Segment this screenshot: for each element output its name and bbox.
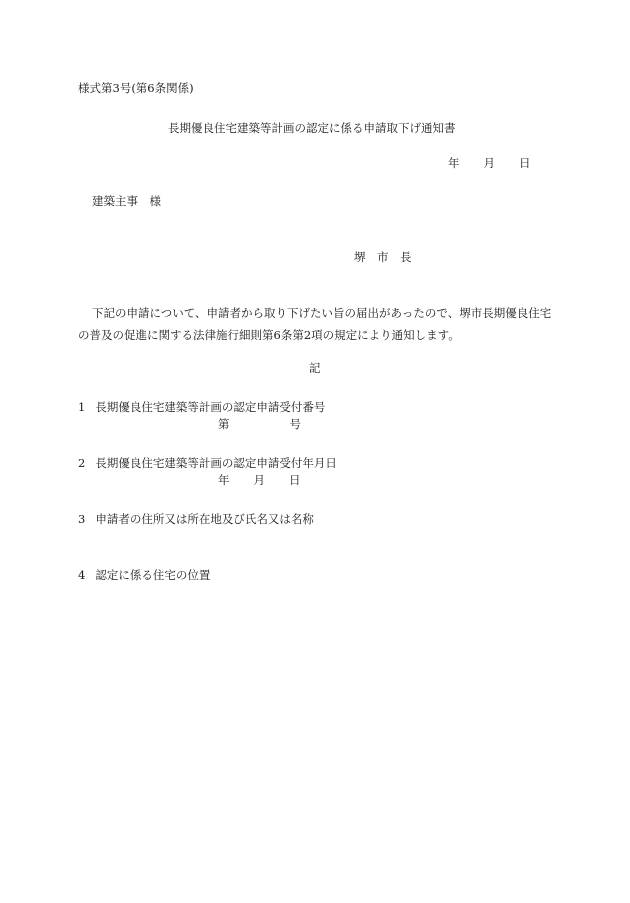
item-text: 認定に係る住宅の位置: [95, 568, 211, 582]
item-text: 長期優良住宅建築等計画の認定申請受付年月日: [95, 456, 337, 470]
item-number: 3: [78, 512, 86, 526]
receipt-date-year: 年: [218, 473, 230, 487]
form-number: 様式第3号(第6条関係): [78, 81, 194, 95]
item-number: 1: [78, 400, 86, 414]
item-1-label: [78, 399, 325, 415]
date-year: 年: [448, 156, 460, 170]
ki-heading: 記: [309, 361, 321, 375]
item-number: 4: [78, 568, 86, 582]
body-paragraph: 下記の申請について、申請者から取り下げたい旨の届出があったので、堺市長期優良住宅の普及の促進に関する法律施行細則第6条第2項の規定により通知します。: [78, 306, 552, 342]
addressee: 建築主事 様: [92, 194, 161, 208]
sender: 堺 市 長: [354, 250, 412, 264]
item-text: 長期優良住宅建築等計画の認定申請受付番号: [95, 400, 326, 414]
item-3-label: [78, 511, 314, 527]
item-2-value: [218, 472, 301, 488]
item-4-label: [78, 567, 210, 583]
item-number: 2: [78, 456, 86, 470]
item-1-value: [218, 416, 301, 432]
date-day: 日: [519, 156, 531, 170]
receipt-number-suffix: 号: [289, 417, 301, 431]
item-2-label: [78, 455, 337, 471]
notice-date: [448, 155, 531, 171]
receipt-date-day: 日: [289, 473, 301, 487]
date-month: 月: [483, 156, 495, 170]
receipt-number-prefix: 第: [218, 417, 230, 431]
item-text: 申請者の住所又は所在地及び氏名又は名称: [95, 512, 314, 526]
receipt-date-month: 月: [253, 473, 265, 487]
document-title: 長期優良住宅建築等計画の認定に係る申請取下げ通知書: [168, 121, 456, 135]
